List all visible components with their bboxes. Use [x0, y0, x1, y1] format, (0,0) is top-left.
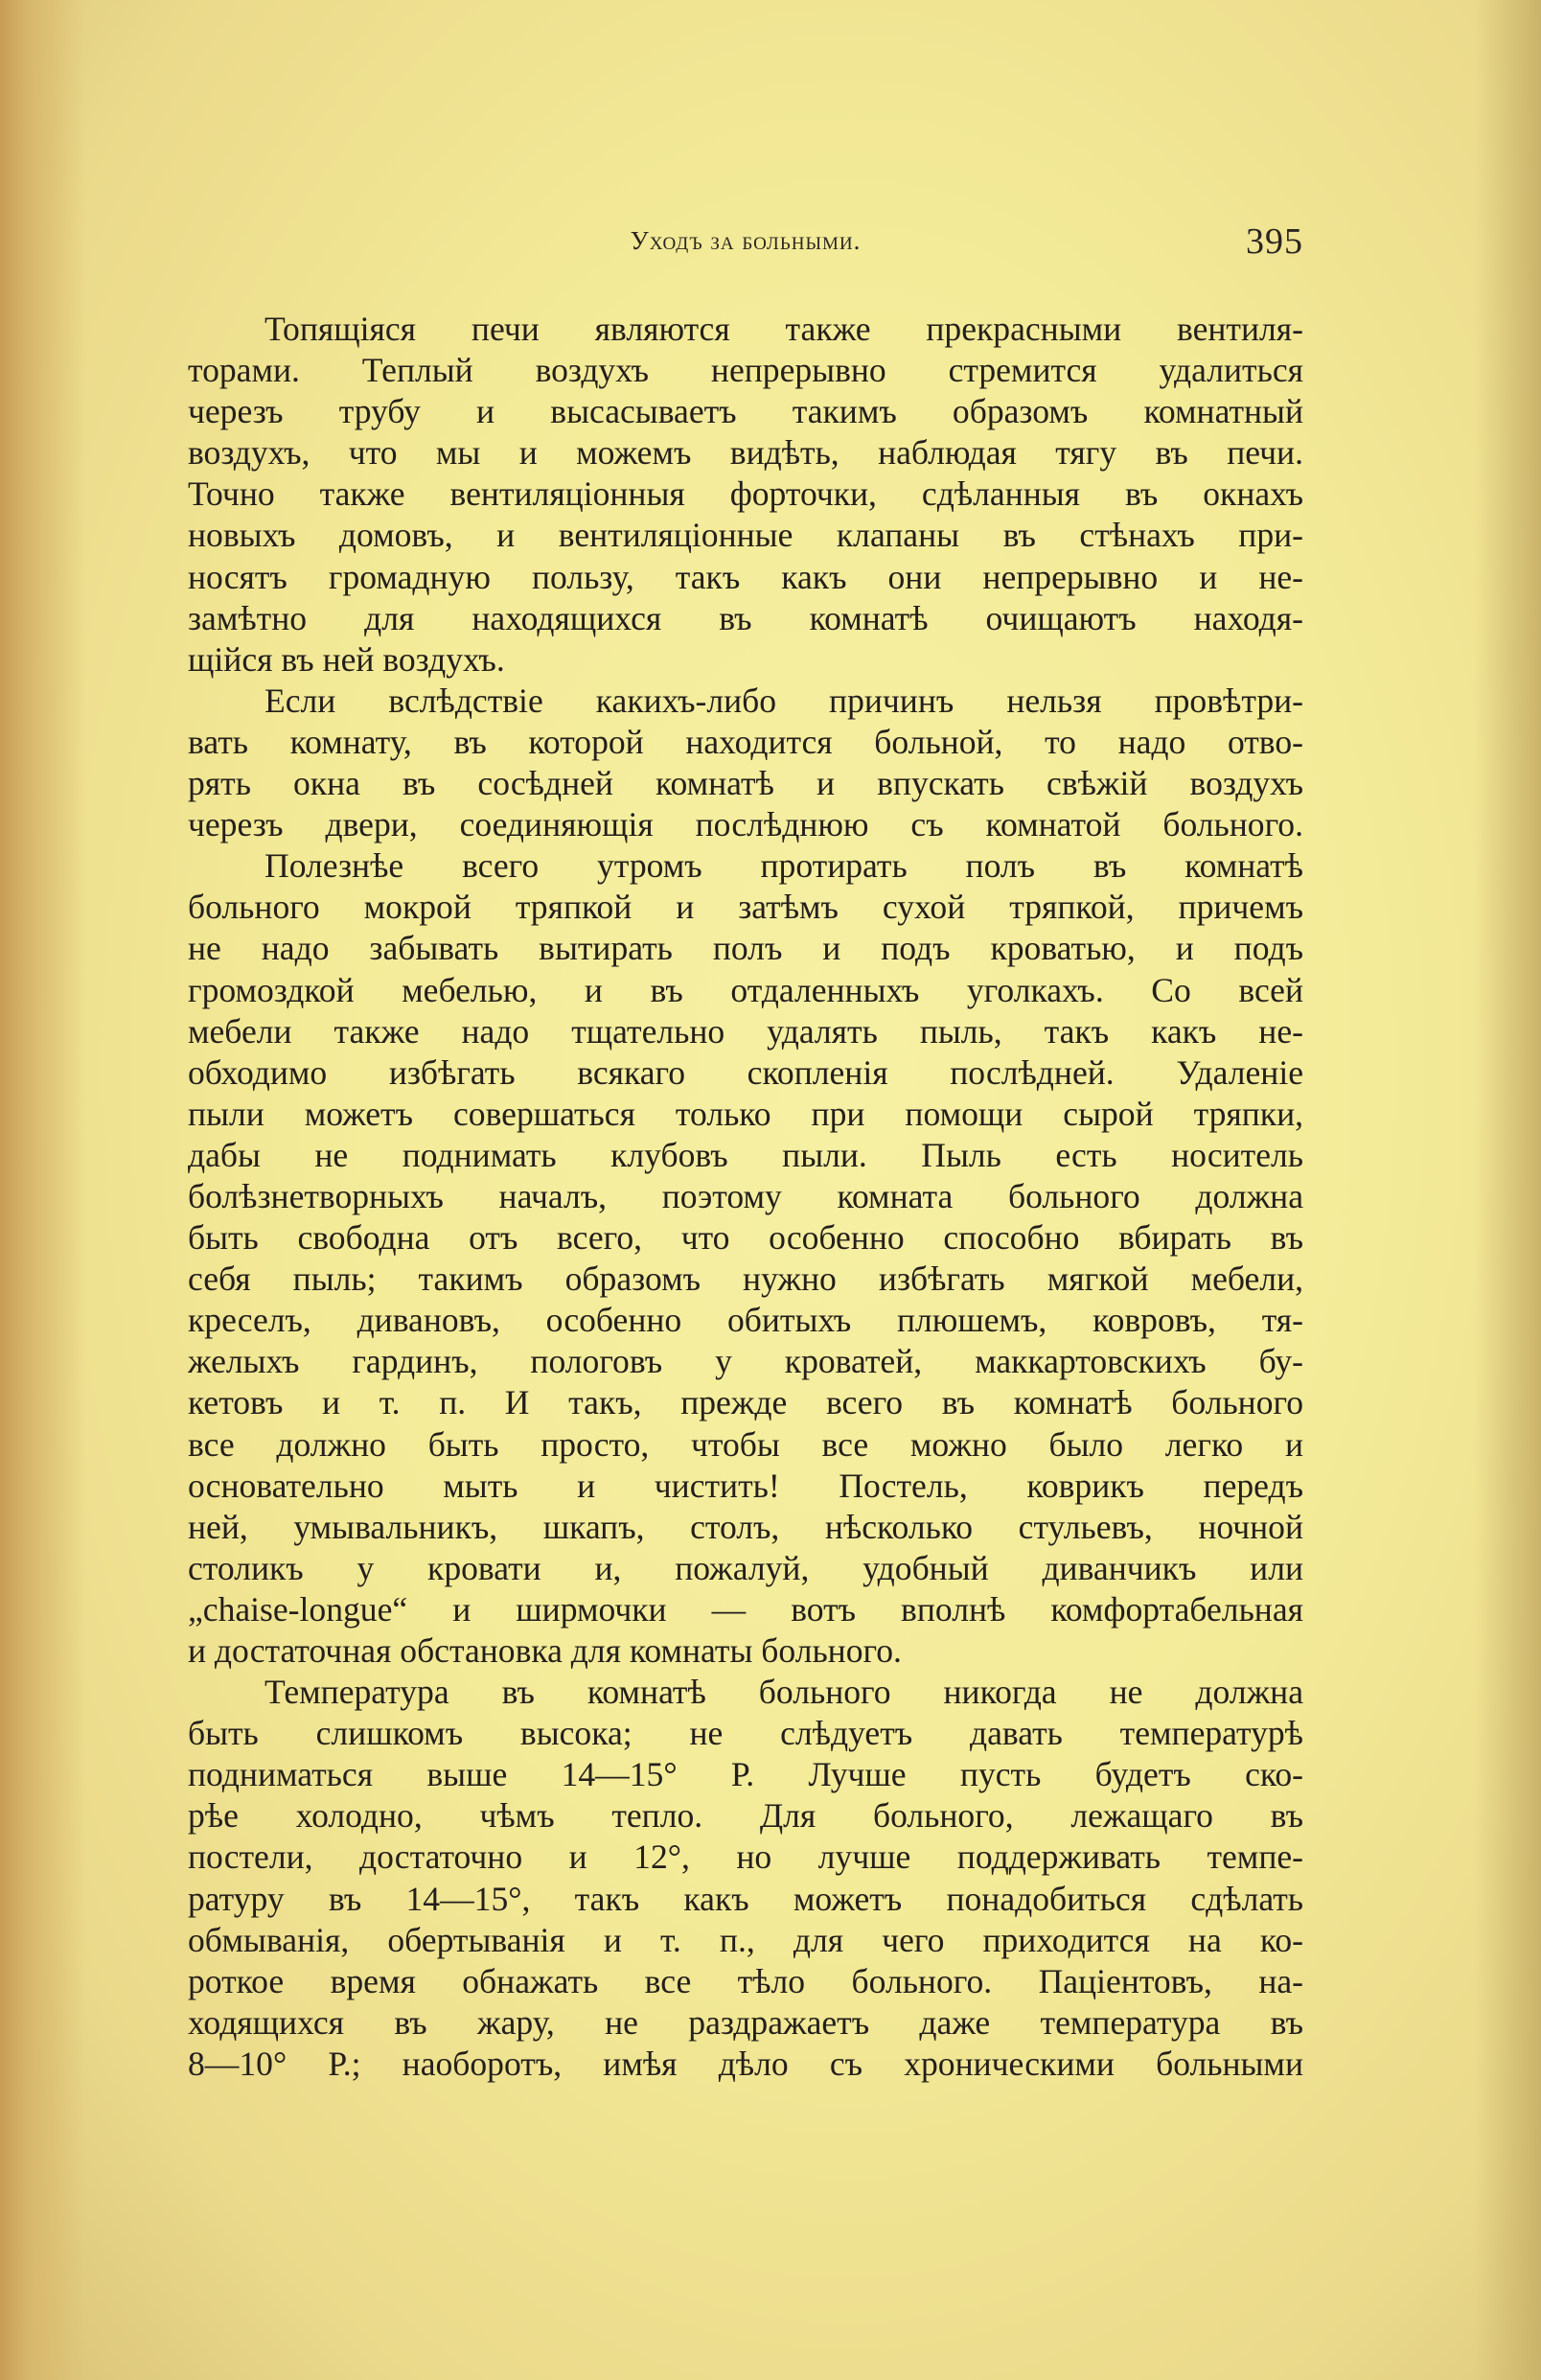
- text-line: больного мокрой тряпкой и затѣмъ сухой тряпкой, причемъ: [188, 888, 1303, 927]
- page-header: [188, 220, 1303, 263]
- running-title: Уходъ за больными.: [630, 226, 862, 255]
- text-line: желыхъ гардинъ, пологовъ у кроватей, маккартовскихъ бу-: [188, 1342, 1303, 1381]
- text-line: креселъ, дивановъ, особенно обитыхъ плюшемъ, ковровъ, тя-: [188, 1301, 1303, 1340]
- text-line: воздухъ, что мы и можемъ видѣть, наблюдая тягу въ печи.: [188, 433, 1303, 473]
- text-line: черезъ трубу и высасываетъ такимъ образомъ комнатный: [188, 392, 1303, 431]
- text-line: 8—10° Р.; наоборотъ, имѣя дѣло съ хроническими больными: [188, 2044, 1303, 2083]
- text-line: подниматься выше 14—15° Р. Лучше пусть будетъ ско-: [188, 1755, 1303, 1794]
- text-line: и достаточная обстановка для комнаты больного.: [188, 1631, 902, 1670]
- text-line: „chaise-longue“ и ширмочки — вотъ вполнѣ комфортабельная: [188, 1589, 1303, 1629]
- text-line: щійся въ ней воздухъ.: [188, 639, 505, 679]
- text-line: носятъ громадную пользу, такъ какъ они непрерывно и не-: [188, 557, 1303, 596]
- text-line: Топящіяся печи являются также прекрасными вентиля-: [264, 310, 1303, 348]
- text-line: обмыванія, обертыванія и т. п., для чего приходится на ко-: [188, 1920, 1303, 1959]
- text-line: болѣзнетворныхъ началъ, поэтому комната больного должна: [188, 1176, 1303, 1215]
- text-line: Полезнѣе всего утромъ протирать полъ въ комнатѣ: [264, 846, 1303, 886]
- text-line: себя пыль; такимъ образомъ нужно избѣгать мягкой мебели,: [188, 1259, 1303, 1299]
- text-line: не надо забывать вытирать полъ и подъ кроватью, и подъ: [188, 929, 1303, 968]
- text-line: замѣтно для находящихся въ комнатѣ очищаютъ находя-: [188, 598, 1303, 637]
- text-line: ратуру въ 14—15°, такъ какъ можетъ понадобиться сдѣлать: [188, 1879, 1303, 1918]
- text-line: новыхъ домовъ, и вентиляціонные клапаны въ стѣнахъ при-: [188, 516, 1303, 555]
- text-line: дабы не поднимать клубовъ пыли. Пыль есть носитель: [188, 1135, 1303, 1174]
- text-line: быть свободна отъ всего, что особенно способно вбирать въ: [188, 1218, 1303, 1258]
- text-line: Температура въ комнатѣ больного никогда не должна: [264, 1673, 1303, 1712]
- paragraph-3: [188, 845, 1303, 1672]
- paragraph-1: [188, 309, 1303, 681]
- text-line: основательно мыть и чистить! Постель, коврикъ передъ: [188, 1466, 1303, 1505]
- text-line: ходящихся въ жару, не раздражаетъ даже температура въ: [188, 2002, 1303, 2042]
- text-line: Точно также вентиляціонныя форточки, сдѣланныя въ окнахъ: [188, 474, 1303, 514]
- text-line: обходимо избѣгать всякаго скопленія послѣдней. Удаленіе: [188, 1052, 1303, 1092]
- text-line: кетовъ и т. п. И такъ, прежде всего въ комнатѣ больного: [188, 1383, 1303, 1422]
- text-line: быть слишкомъ высока; не слѣдуетъ давать температурѣ: [188, 1714, 1303, 1753]
- text-line: все должно быть просто, чтобы все можно было легко и: [188, 1424, 1303, 1464]
- text-line: рѣе холодно, чѣмъ тепло. Для больного, лежащаго въ: [188, 1796, 1303, 1836]
- text-line: пыли можетъ совершаться только при помощи сырой тряпки,: [188, 1094, 1303, 1133]
- text-line: вать комнату, въ которой находится больной, то надо отво-: [188, 722, 1303, 761]
- text-line: торами. Теплый воздухъ непрерывно стремится удалиться: [188, 351, 1303, 390]
- text-line: Если вслѣдствіе какихъ-либо причинъ нельзя провѣтри-: [264, 681, 1303, 720]
- text-line: ней, умывальникъ, шкапъ, столъ, нѣсколько стульевъ, ночной: [188, 1507, 1303, 1546]
- body-text: [188, 309, 1303, 2085]
- text-line: черезъ двери, соединяющія послѣднюю съ комнатой больного.: [188, 805, 1303, 844]
- paragraph-4: [188, 1672, 1303, 2085]
- text-line: мебели также надо тщательно удалять пыль, такъ какъ не-: [188, 1011, 1303, 1051]
- text-line: громоздкой мебелью, и въ отдаленныхъ уголкахъ. Со всей: [188, 970, 1303, 1009]
- text-line: постели, достаточно и 12°, но лучше поддерживать темпе-: [188, 1837, 1303, 1877]
- text-line: рять окна въ сосѣдней комнатѣ и впускать свѣжій воздухъ: [188, 764, 1303, 803]
- paragraph-2: [188, 681, 1303, 845]
- page-number: 395: [1246, 221, 1303, 262]
- text-line: роткое время обнажать все тѣло больного. Паціентовъ, на-: [188, 1961, 1303, 2000]
- text-line: столикъ у кровати и, пожалуй, удобный диванчикъ или: [188, 1548, 1303, 1587]
